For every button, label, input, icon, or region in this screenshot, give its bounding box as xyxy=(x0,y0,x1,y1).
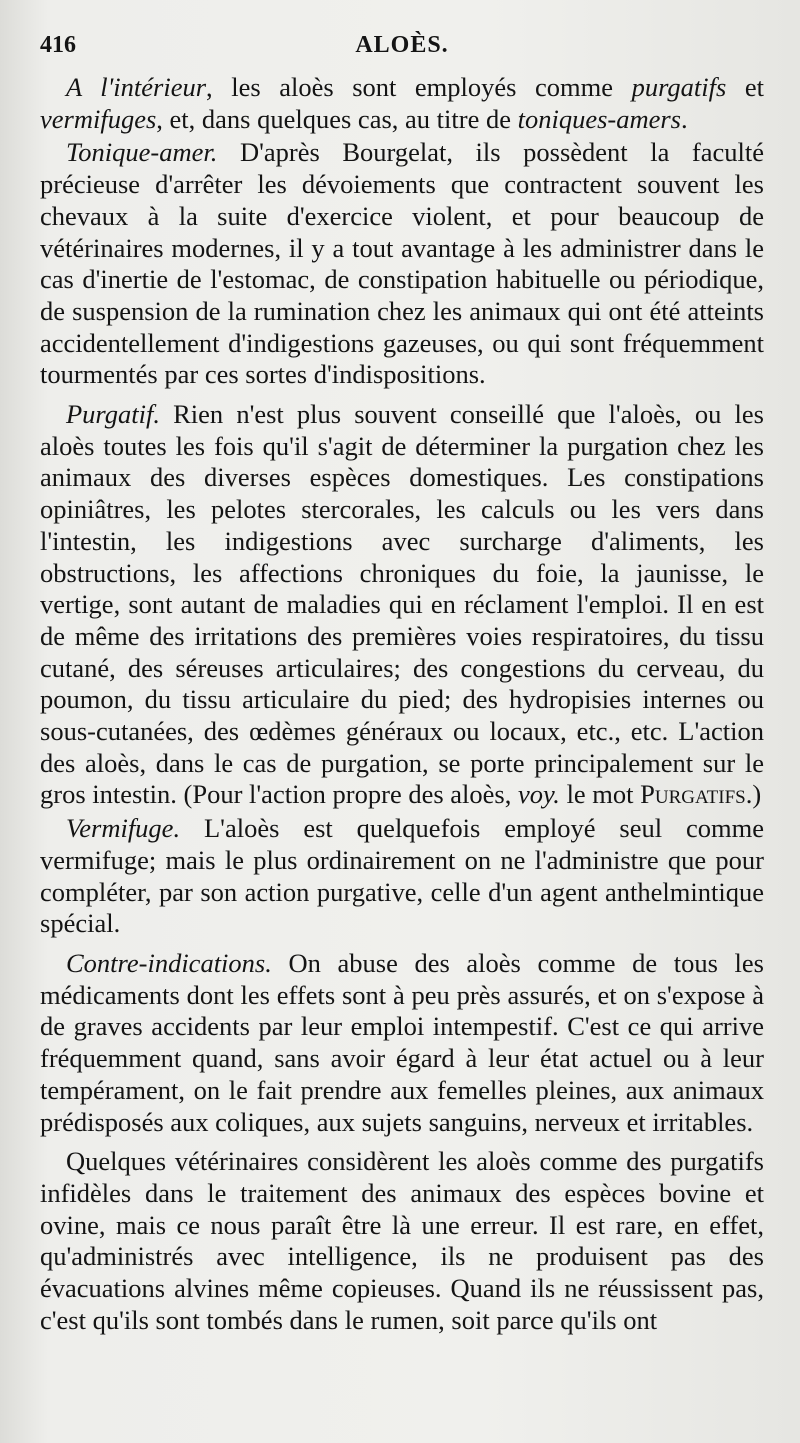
running-title: ALOÈS. xyxy=(355,32,449,58)
paragraph-interieur xyxy=(40,72,764,135)
paragraph-lead: Contre-indications. xyxy=(66,947,272,978)
emphasis-toniques-amers: toniques-amers xyxy=(517,103,681,134)
page-number: 416 xyxy=(40,32,76,58)
page-header xyxy=(40,28,764,72)
paragraph-text: .) xyxy=(745,779,762,810)
paragraph-lead: Vermifuge. xyxy=(66,813,181,844)
paragraph-tonique-amer xyxy=(40,137,764,391)
paragraph-text: , et, dans quelques cas, au titre de xyxy=(156,103,518,134)
emphasis-purgatifs: purgatifs xyxy=(631,72,727,102)
paragraph-lead: A l'intérieur xyxy=(66,72,207,102)
paragraph-vermifuge xyxy=(40,813,764,940)
paragraph-text: D'après Bourgelat, ils possèdent la faculté précieuse d'arrêter les dévoiements que contractent souvent les chevaux à la suite d'exercice violent, et pour beaucoup de vétérinaires modernes, il y a tout avantage à les administrer dans le cas d'inertie de l'estomac, de constipation habituelle ou périodique, de suspension de la rumination chez les animaux qui ont été atteints accidentellement d'indigestions gazeuses, ou qui sont fréquemment tourmentés par ces sortes d'indispositions. xyxy=(40,137,764,390)
cross-reference-purgatifs: Purgatifs xyxy=(640,779,746,810)
paragraph-text: . xyxy=(681,103,688,134)
paragraph-text: , les aloès sont employés comme xyxy=(206,72,632,102)
paragraph-text: le mot xyxy=(559,779,641,810)
emphasis-vermifuges: vermifuges xyxy=(40,103,157,134)
paragraph-text: Rien n'est plus souvent conseillé que l'aloès, ou les aloès toutes les fois qu'il s'agit de déterminer la purgation chez les animaux des diverses espèces domestiques. Les constipations opiniâtres, les pelotes stercorales, les calculs ou les vers dans l'intestin, les indigestions avec surcharge d'aliments, les obstructions, les affections chroniques du foie, la jaunisse, le vertige, sont autant de maladies qui en réclament l'emploi. Il en est de même des irritations des premières voies respiratoires, du tissu cutané, des séreuses articulaires; des congestions du cerveau, du poumon, du tissu articulaire du pied; des hydropisies internes ou sous-cutanées, des œdèmes généraux ou locaux, etc., etc. L'action des aloès, dans le cas de purgation, se porte principalement sur le gros intestin. (Pour l'action propre des aloès, xyxy=(40,399,764,810)
paragraph-contre-indications xyxy=(40,948,764,1138)
paragraph-purgatif xyxy=(40,399,764,811)
paragraph-quelques-veterinaires xyxy=(40,1146,764,1336)
emphasis-voy: voy. xyxy=(518,779,560,810)
paragraph-lead: Tonique-amer. xyxy=(66,137,218,168)
paragraph-text: Quelques vétérinaires considèrent les aloès comme des purgatifs infidèles dans le traitement des animaux des espèces bovine et ovine, mais ce nous paraît être là une erreur. Il est rare, en effet, qu'administrés avec intelligence, ils ne produisent pas des évacuations alvines même copieuses. Quand ils ne réussissent pas, c'est qu'ils sont tombés dans le rumen, soit parce qu'ils ont xyxy=(40,1146,764,1335)
paragraph-text: On abuse des aloès comme de tous les médicaments dont les effets sont à peu près assurés, et on s'expose à de graves accidents par leur emploi intempestif. C'est ce qui arrive fréquemment quand, sans avoir égard à leur état actuel ou à leur tempérament, on le fait prendre aux femelles pleines, aux animaux prédisposés aux coliques, aux sujets sanguins, nerveux et irritables. xyxy=(40,947,764,1137)
page-body xyxy=(40,72,764,1336)
paragraph-lead: Purgatif. xyxy=(66,399,160,430)
paragraph-text: et xyxy=(726,72,765,102)
paragraph-text: L'aloès est quelquefois employé seul comme vermifuge; mais le plus ordinairement on ne l'administre que pour compléter, par son action purgative, celle d'un agent anthelmintique spécial. xyxy=(40,813,764,939)
